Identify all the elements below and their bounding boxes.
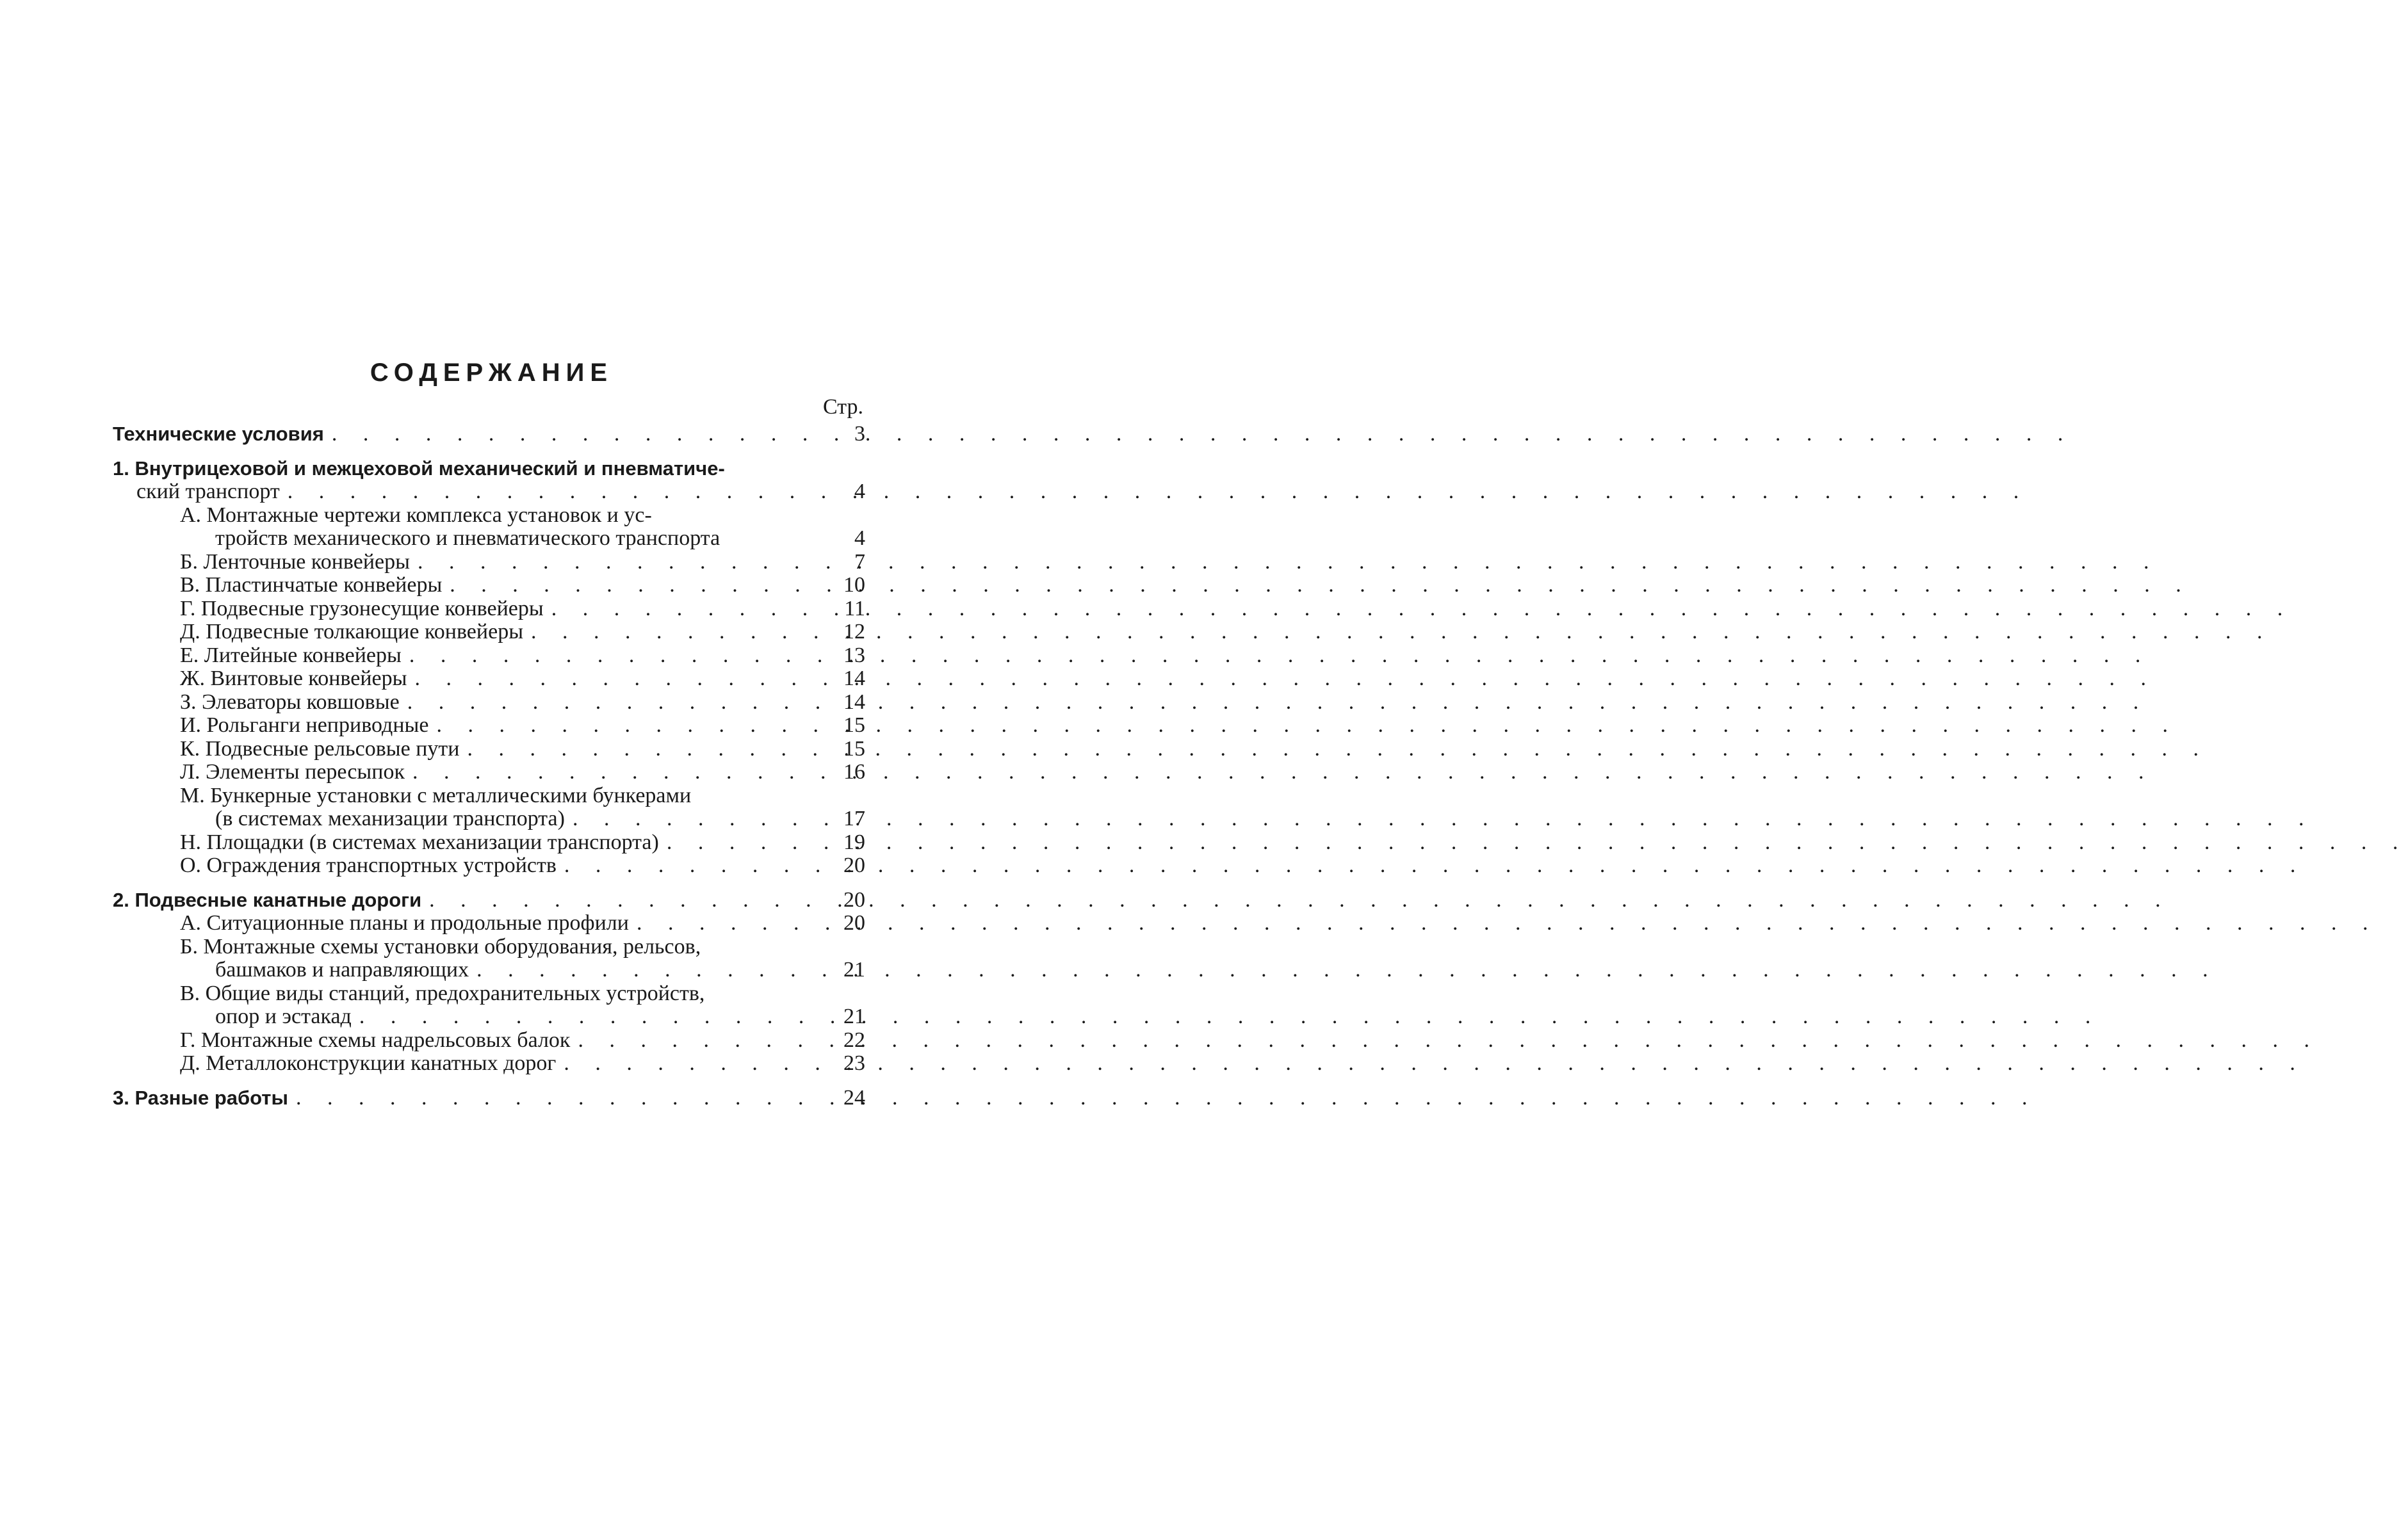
dot-leader [407,667,821,691]
toc-entry-page-number: 12 [843,620,865,643]
dot-leader [565,807,820,831]
toc-entry-page-number: 21 [843,1005,865,1028]
toc-entry-title: Б. Ленточные конвейеры [180,549,410,574]
section-gap [113,446,865,457]
toc-entry [113,854,865,878]
toc-entry-page-number: 3 [854,422,865,446]
toc-entry-page-number: 16 [843,760,865,784]
toc-entry-page-number: 11 [844,596,865,620]
toc-entry-title: Д. Металлоконструкции канатных дорог [180,1051,557,1075]
toc-entry [113,912,865,935]
dot-leader [352,1005,820,1029]
table-of-contents [113,423,865,1110]
dot-leader [556,1052,820,1076]
toc-entry [113,935,865,959]
toc-entry-page-number: 4 [854,480,865,503]
toc-entry-title: Ж. Винтовые конвейеры [180,667,407,690]
toc-entry-title: 2. Подвесные канатные дороги [113,888,422,911]
toc-entry-title: Технические условия [113,423,324,445]
dot-leader [557,854,820,878]
toc-entry [113,1087,865,1110]
section-gap [113,1076,865,1087]
toc-entry-title: О. Ограждения транспортных устройств [180,854,557,877]
toc-entry [113,480,865,504]
toc-entry-title: И. Рольганги неприводные [180,713,429,737]
toc-entry-page-number: 22 [843,1028,865,1052]
toc-entry [113,1052,865,1076]
toc-entry-title: 1. Внутрицеховой и межцеховой механический и пневматиче- [113,457,725,480]
toc-entry-page-number: 14 [843,667,865,690]
toc-entry-title: 3. Разные работы [113,1086,288,1109]
section-gap [113,878,865,889]
toc-entry [113,807,865,831]
toc-entry [113,551,865,574]
toc-entry-page-number: 7 [854,549,865,574]
toc-entry [113,1005,865,1029]
page-title: СОДЕРЖАНИЕ [370,359,614,387]
toc-entry [113,784,865,808]
toc-entry-title: (в системах механизации транспорта) [215,807,565,830]
toc-entry [113,959,865,982]
toc-entry-title: Г. Подвесные грузонесущие конвейеры [180,596,544,620]
toc-entry-title: опор и эстакад [215,1005,352,1028]
dot-leader [402,644,820,668]
dot-leader [442,574,820,597]
toc-entry-page-number: 24 [843,1085,865,1110]
toc-entry-page-number: 20 [843,911,865,935]
toc-entry-title: Г. Монтажные схемы надрельсовых балок [180,1028,571,1052]
dot-leader [421,889,820,912]
toc-entry [113,831,865,855]
toc-entry-title: М. Бункерные установки с металлическими бункерами [180,783,692,807]
toc-entry [113,423,865,446]
page-column-label: Стр. [822,395,863,419]
toc-entry-page-number: 20 [843,887,865,912]
dot-leader [544,597,820,621]
toc-entry [113,982,865,1006]
toc-entry [113,691,865,715]
toc-entry-title: ский транспорт [136,480,280,503]
toc-entry-title: Д. Подвесные толкающие конвейеры [180,620,524,643]
dot-leader [405,761,820,784]
toc-entry [113,527,865,551]
dot-leader [570,1029,820,1053]
dot-leader [288,1087,820,1110]
toc-entry-page-number: 17 [843,807,865,830]
dot-leader [523,620,820,644]
dot-leader [428,714,820,738]
toc-entry-page-number: 15 [843,736,865,761]
dot-leader [469,959,820,982]
toc-entry [113,644,865,668]
toc-entry-page-number: 19 [843,830,865,854]
toc-entry [113,504,865,528]
toc-entry-title: К. Подвесные рельсовые пути [180,736,460,761]
toc-entry-title: З. Элеваторы ковшовые [180,690,400,714]
dot-leader [410,551,820,574]
toc-entry-page-number: 10 [843,573,865,597]
toc-entry-title: Е. Литейные конвейеры [180,643,402,667]
toc-entry-title: В. Общие виды станций, предохранительных устройств, [180,981,705,1005]
toc-entry-title: башмаков и направляющих [215,958,469,982]
dot-leader [280,480,820,504]
toc-entry-title: А. Ситуационные планы и продольные профили [180,911,629,935]
dot-leader [324,423,820,446]
toc-entry-page-number: 14 [843,690,865,714]
toc-entry-page-number: 13 [843,643,865,667]
toc-entry [113,457,865,481]
toc-entry-page-number: 21 [843,958,865,982]
toc-entry-page-number: 15 [843,713,865,737]
toc-entry [113,574,865,597]
dot-leader [459,738,820,761]
toc-entry [113,1029,865,1053]
toc-entry-title: тройств механического и пневматического транспорта [215,526,720,550]
toc-entry [113,738,865,761]
toc-entry-title: В. Пластинчатые конвейеры [180,573,443,597]
toc-entry-title: А. Монтажные чертежи комплекса установок и ус- [180,503,652,527]
toc-entry-page-number: 4 [854,526,865,550]
toc-entry-title: Б. Монтажные схемы установки оборудования, рельсов, [180,934,701,959]
toc-entry-title: Л. Элементы пересыпок [180,760,405,784]
dot-leader [400,691,820,715]
dot-leader [659,831,820,855]
toc-entry-title: Н. Площадки (в системах механизации транспорта) [180,830,659,854]
toc-entry [113,761,865,784]
toc-entry [113,667,865,691]
toc-entry-page-number: 20 [843,854,865,877]
toc-entry [113,620,865,644]
toc-entry [113,889,865,912]
toc-entry-page-number: 23 [843,1051,865,1075]
dot-leader [629,912,820,935]
toc-entry [113,597,865,621]
toc-entry [113,714,865,738]
